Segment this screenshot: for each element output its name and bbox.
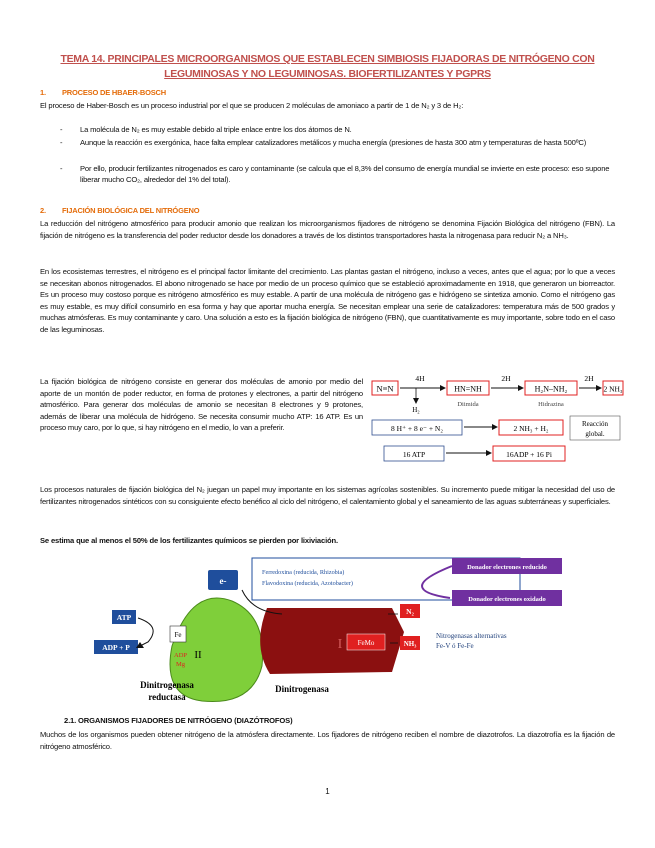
global-equation-left: 8 H⁺ + 8 e⁻ + N₂ — [391, 424, 443, 433]
n2-formula: N≡N — [376, 383, 394, 394]
dinitrogenase-roman: I — [337, 637, 343, 652]
global-label-line-2: global. — [585, 430, 605, 438]
electron-label: e- — [219, 576, 227, 586]
section-2-number: 2. — [40, 206, 46, 215]
h4-label: 4H — [415, 376, 425, 383]
arrow-1-head — [440, 385, 446, 391]
global-arrow-head — [492, 424, 498, 430]
paragraph-haber-bosch: El proceso de Haber-Bosch es un proceso industrial por el que se producen 2 moléculas de amoniaco a partir de 1 de N₂ y 3 de H₂: — [40, 101, 464, 110]
reductase-label-line-1: Dinitrogenasa — [140, 680, 194, 690]
donor-ferredoxin: Ferredoxina (reducida, Rhizobia) — [262, 569, 345, 576]
atp-label: ATP — [116, 613, 132, 622]
alternative-nitrogenases-line-1: Nitrogenasas alternativas — [436, 632, 507, 640]
atp-arrow-head — [486, 450, 492, 456]
mg-label: Mg — [176, 661, 186, 668]
section-1-heading — [40, 88, 166, 97]
nitrogenase-diagram — [92, 556, 572, 712]
page-number: 1 — [325, 787, 330, 796]
global-equation-right: 2 NH₃ + H₂ — [513, 424, 549, 433]
reductase-label-line-2: reductasa — [148, 692, 186, 702]
h2b-label: 2H — [584, 376, 594, 383]
donor-flavodoxin: Flavodoxina (reducida, Azotobacter) — [262, 580, 353, 587]
h2-release-head — [413, 398, 419, 404]
hydrazine-formula: H₂N–NH₂ — [534, 384, 568, 394]
diimide-label: Diimida — [457, 401, 479, 408]
diimide-formula: HN=NH — [454, 384, 482, 394]
bullet-dash: - — [60, 138, 63, 147]
h2-label: 2H — [501, 376, 511, 383]
section-1-title: PROCESO DE HBAER-BOSCH — [62, 88, 166, 97]
section-2-title: FIJACIÓN BIOLÓGICA DEL NITRÓGENO — [62, 206, 200, 215]
paragraph-leaching: Se estima que al menos el 50% de los fertilizantes químicos se pierden por lixiviación. — [40, 536, 338, 545]
bullet-text: Por ello, producir fertilizantes nitrogenados es caro y contaminante (se calcula que el 8,3% del consumo de energía mundial se invierte en este proceso: eso supone liberar mucho CO₂, alrededor del 1% del total). — [80, 164, 610, 184]
paragraph-fbn-definition: La reducción del nitrógeno atmosférico para producir amonio que realizan los microorganismos fijadores de nitrógeno se denomina Fijación Biológica del nitrógeno (FBN). La fijación de nitrógeno es la transferencia del poder reductor desde los donadores a través de los distintos transportadores hasta la nitrogenasa para reducir N₂ a NH₃. — [40, 219, 615, 240]
adp-produced: 16ADP + 16 Pi — [506, 450, 552, 459]
bullet-dash: - — [60, 125, 63, 134]
section-2-heading — [40, 206, 199, 215]
atp-cycle-arrow — [138, 618, 153, 646]
paragraph-ecosystems: En los ecosistemas terrestres, el nitrógeno es el principal factor limitante del crecimiento. Las plantas gastan el nitrógeno, incluso a veces, antes que el agua; por lo que a veces se necesitan abonos nitrogenados. El abono nitrogenado se hace por medio de un proceso químico que se estableció aproximadamente en 1918, que generaron un biorreactor. Es un proceso muy costoso porque es nitrógeno atmosférico es muy estable. A partir de una molécula de nitrógeno gas e hidrógeno se sintetiza amonio. Como el nitrógeno gas es muy estable, es muy difícil consumirlo en esa forma y hay que aportar mucha energía. Se necesitan emplear una serie de catalizadores: temperatura más de 500 grados y muchas atmósferas. Es muy contaminante y caro. Una solución a esto es la fijación biológica de nitrógeno (FBN), que cuantitativamente es muy importante, sobre todo en el caso de las leguminosas. — [40, 267, 615, 334]
dinitrogenase-label: Dinitrogenasa — [275, 684, 329, 694]
bullet-text: Aunque la reacción es exergónica, hace falta emplear catalizadores metálicos y mucha energía (presiones de hasta 300 atm y temperaturas de hasta 500ºC) — [80, 138, 587, 147]
section-1-number: 1. — [40, 88, 46, 97]
reaction-scheme — [370, 376, 625, 492]
arrow-3-head — [596, 385, 602, 391]
ammonia-formula: 2 NH₃ — [603, 384, 623, 394]
n2-label: N₂ — [406, 607, 414, 616]
bullet-dash: - — [60, 164, 63, 173]
title-line-2: LEGUMINOSAS Y NO LEGUMINOSAS. BIOFERTILIZANTES Y PGPRS — [164, 68, 491, 80]
paragraph-natural-processes: Los procesos naturales de fijación biológica del N₂ juegan un papel muy importante en los sistemas agrícolas sostenibles. Su incremento puede mitigar la necesidad del uso de fertilizantes nitrogenados sintéticos con su consiguiente efecto benéfico al ciclo del nitrógeno, el calentamiento global y el saneamiento de las aguas subterráneas y superficiales. — [40, 485, 615, 506]
fe-label: Fe — [174, 631, 182, 639]
oxidized-donor-label: Donador electrones oxidado — [468, 596, 546, 603]
reductase-roman: II — [194, 649, 202, 661]
femo-label: FeMo — [357, 639, 375, 647]
reduced-donor-label: Donador electrones reducido — [467, 564, 547, 571]
nh3-label: NH₃ — [403, 640, 417, 648]
alternative-nitrogenases-line-2: Fe-V ó Fe-Fe — [436, 642, 474, 650]
adp-label: ADP + P — [102, 643, 130, 652]
paragraph-fbn-process: La fijación biológica de nitrógeno consiste en generar dos moléculas de amonio por medio del aporte de un montón de poder reductor, en forma de protones y electrones, a partir del nitrógeno atmosférico. Para generar dos moléculas de amonio se necesitan 8 electrones y 9 protones, además de liberar una molécula de hidrógeno. Se necesita consumir mucho ATP: 16 ATP. Es un proceso muy caro, por lo que, si hay nitrógeno en el medio, lo van a preferir. — [40, 377, 363, 433]
document-title — [40, 52, 615, 82]
h2-release-label: H₂ — [412, 406, 420, 414]
arrow-2-head — [518, 385, 524, 391]
adp-small-label: ADP — [174, 652, 188, 659]
subsection-2-1-heading: 2.1. ORGANISMOS FIJADORES DE NITRÓGENO (DIAZÓTROFOS) — [64, 716, 293, 725]
hydrazine-label: Hidrazina — [538, 401, 564, 408]
global-label-line-1: Reacción — [581, 420, 609, 428]
atp-consumed: 16 ATP — [402, 450, 426, 459]
title-line-1: TEMA 14. PRINCIPALES MICROORGANISMOS QUE ESTABLECEN SIMBIOSIS FIJADORAS DE NITRÓGENO CON — [60, 53, 595, 65]
bullet-text: La molécula de N₂ es muy estable debido al triple enlace entre los dos átomos de N. — [80, 125, 352, 134]
paragraph-diazotrophs: Muchos de los organismos pueden obtener nitrógeno de la atmósfera directamente. Los fijadores de nitrógeno reciben el nombre de diazotrofos. La diazotrofía es la fijación de nitrógeno atmosférico. — [40, 730, 615, 751]
